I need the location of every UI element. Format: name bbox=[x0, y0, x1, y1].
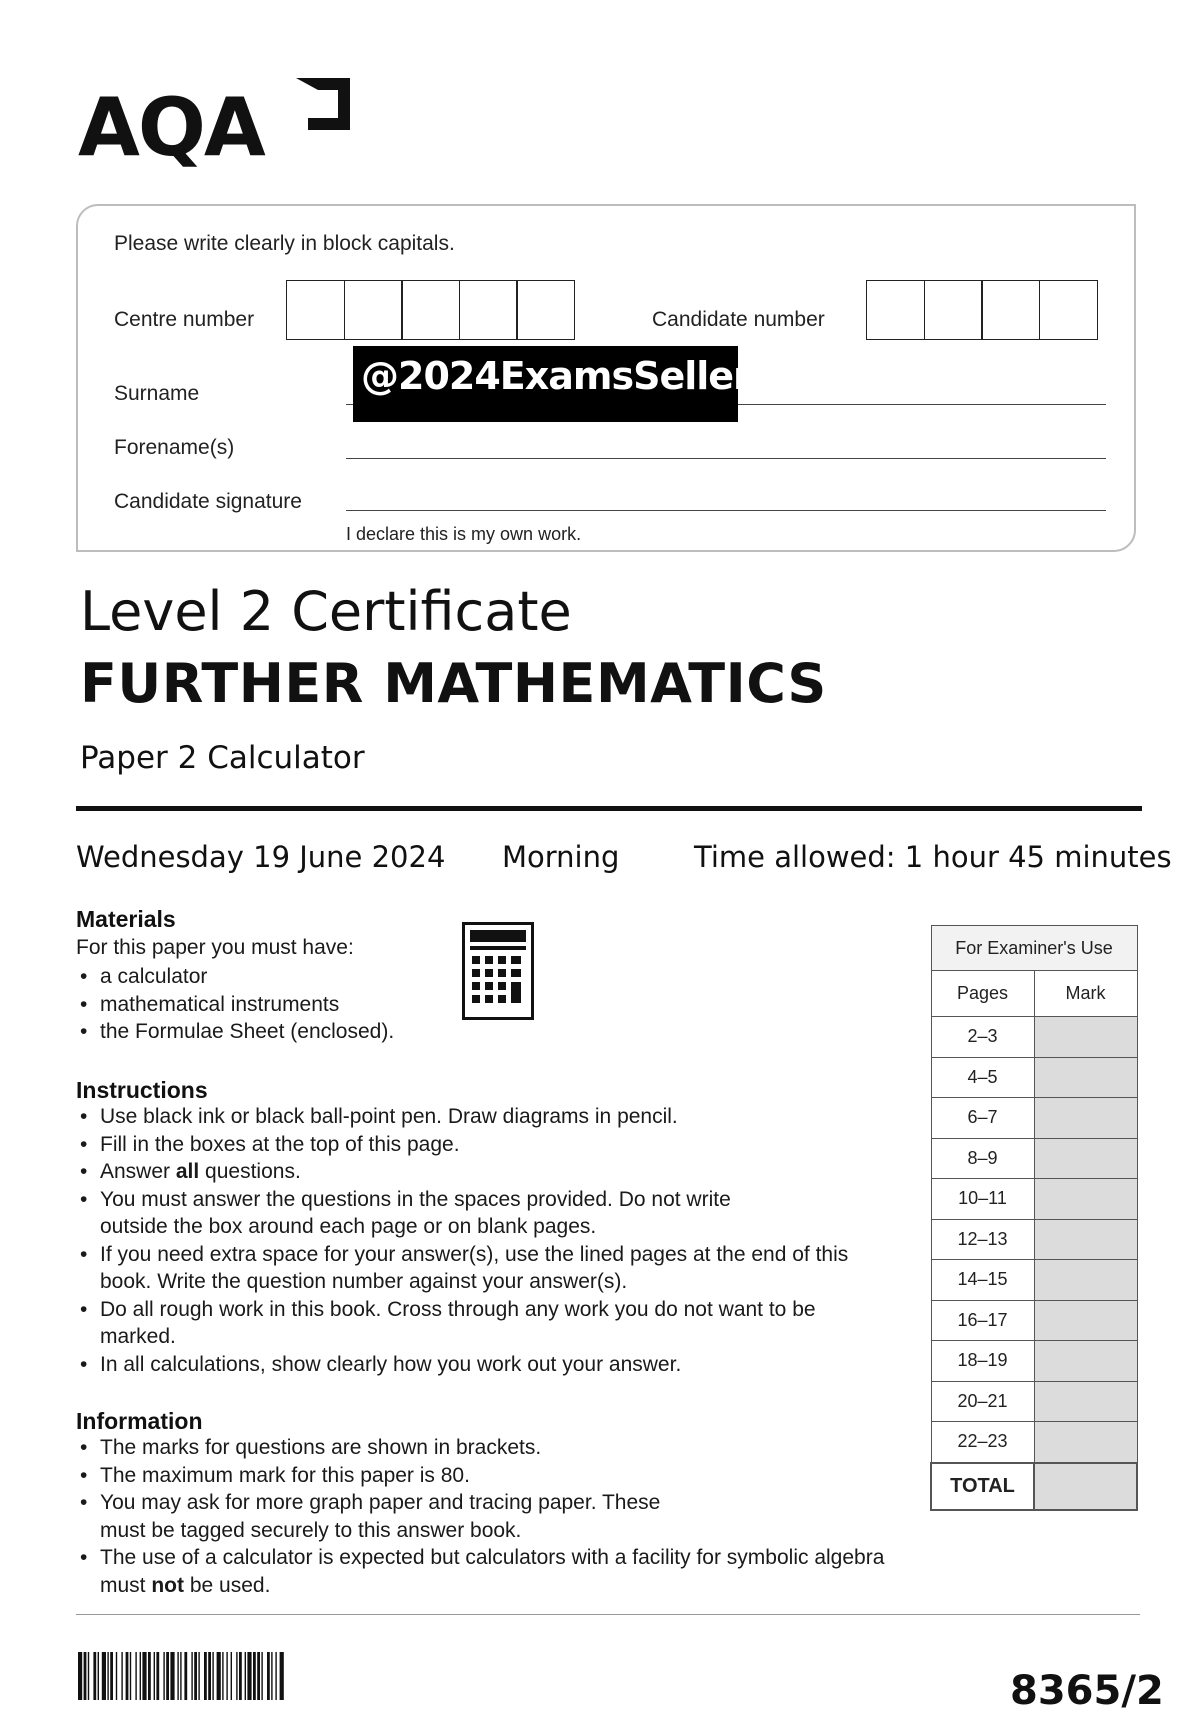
signature-label: Candidate signature bbox=[114, 490, 302, 513]
mark-cell[interactable] bbox=[1034, 1219, 1137, 1260]
candidate-digit-box[interactable] bbox=[1039, 280, 1098, 340]
barcode-bar bbox=[194, 1652, 197, 1700]
candidate-digit-box[interactable] bbox=[981, 280, 1040, 340]
pages-cell: 12–13 bbox=[931, 1219, 1034, 1260]
pages-cell: 20–21 bbox=[931, 1381, 1034, 1422]
instructions-list bbox=[76, 1103, 896, 1378]
list-item: • Fill in the boxes at the top of this page. bbox=[76, 1131, 896, 1159]
table-row bbox=[931, 1219, 1137, 1260]
barcode-bar bbox=[212, 1652, 213, 1700]
centre-digit-box[interactable] bbox=[286, 280, 345, 340]
total-label: TOTAL bbox=[931, 1463, 1034, 1510]
centre-digit-box[interactable] bbox=[344, 280, 403, 340]
list-item: • In all calculations, show clearly how you work out your answer. bbox=[76, 1351, 896, 1379]
signature-line[interactable] bbox=[346, 510, 1106, 511]
list-item: • the Formulae Sheet (enclosed). bbox=[76, 1018, 476, 1046]
examiner-table-title: For Examiner's Use bbox=[931, 926, 1137, 971]
barcode-bar bbox=[267, 1652, 270, 1700]
pages-cell: 18–19 bbox=[931, 1341, 1034, 1382]
pages-cell: 16–17 bbox=[931, 1300, 1034, 1341]
list-item: • You may ask for more graph paper and tracing paper. These must be tagged securely to this answer book. bbox=[76, 1489, 700, 1544]
barcode-bar bbox=[177, 1652, 178, 1700]
centre-number-label: Centre number bbox=[114, 308, 255, 331]
materials-list bbox=[76, 963, 476, 1046]
barcode-bar bbox=[154, 1652, 155, 1700]
table-row bbox=[931, 1098, 1137, 1139]
barcode-bar bbox=[191, 1652, 192, 1700]
list-item: • a calculator bbox=[76, 963, 476, 991]
list-item: • Use black ink or black ball-point pen. Draw diagrams in pencil. bbox=[76, 1103, 896, 1131]
barcode-bar bbox=[78, 1652, 82, 1700]
table-row bbox=[931, 1381, 1137, 1422]
list-item: • The maximum mark for this paper is 80. bbox=[76, 1462, 896, 1490]
barcode-bar bbox=[280, 1652, 284, 1700]
centre-number-boxes[interactable] bbox=[286, 280, 575, 340]
barcode-bar bbox=[107, 1652, 108, 1700]
centre-digit-box[interactable] bbox=[401, 280, 460, 340]
paper-code: 8365/2 bbox=[1010, 1668, 1164, 1714]
mark-cell[interactable] bbox=[1034, 1300, 1137, 1341]
barcode-bar bbox=[198, 1652, 199, 1700]
barcode-bar bbox=[148, 1652, 151, 1700]
pages-cell: 2–3 bbox=[931, 1017, 1034, 1058]
mark-cell[interactable] bbox=[1034, 1422, 1137, 1463]
mark-column-header: Mark bbox=[1034, 971, 1137, 1017]
aqa-logo-mark-icon bbox=[288, 72, 358, 142]
time-allowed: Time allowed: 1 hour 45 minutes bbox=[694, 840, 1172, 874]
mark-cell[interactable] bbox=[1034, 1017, 1137, 1058]
table-row bbox=[931, 1422, 1137, 1463]
pages-cell: 14–15 bbox=[931, 1260, 1034, 1301]
table-row bbox=[931, 1057, 1137, 1098]
barcode-bar bbox=[135, 1652, 136, 1700]
surname-label: Surname bbox=[114, 382, 200, 405]
total-mark-cell[interactable] bbox=[1034, 1463, 1137, 1510]
barcode-bar bbox=[222, 1652, 223, 1700]
declaration-text: I declare this is my own work. bbox=[346, 524, 582, 544]
candidate-digit-box[interactable] bbox=[924, 280, 983, 340]
table-row bbox=[931, 1341, 1137, 1382]
candidate-number-label: Candidate number bbox=[652, 308, 825, 331]
centre-digit-box[interactable] bbox=[459, 280, 518, 340]
barcode-bar bbox=[93, 1652, 96, 1700]
mark-cell[interactable] bbox=[1034, 1260, 1137, 1301]
barcode-bar bbox=[226, 1652, 227, 1700]
barcode-bar bbox=[156, 1652, 159, 1700]
list-item: • mathematical instruments bbox=[76, 991, 476, 1019]
logo-text: AQA bbox=[78, 81, 264, 174]
centre-digit-box[interactable] bbox=[516, 280, 575, 340]
pages-column-header: Pages bbox=[931, 971, 1034, 1017]
aqa-logo bbox=[78, 72, 378, 182]
forename-line[interactable] bbox=[346, 458, 1106, 459]
pages-cell: 8–9 bbox=[931, 1138, 1034, 1179]
barcode-bar bbox=[245, 1652, 246, 1700]
barcode-bar bbox=[102, 1652, 106, 1700]
barcode-bar bbox=[110, 1652, 113, 1700]
barcode-bar bbox=[126, 1652, 129, 1700]
list-item: • The use of a calculator is expected but calculators with a facility for symbolic algebra must not be used. bbox=[76, 1544, 896, 1599]
instructions-heading: Instructions bbox=[76, 1077, 208, 1103]
list-item: • Do all rough work in this book. Cross through any work you do not want to be marked. bbox=[76, 1296, 860, 1351]
table-row bbox=[931, 1300, 1137, 1341]
list-item: • You must answer the questions in the spaces provided. Do not write outside the box around each page or on blank pages. bbox=[76, 1186, 800, 1241]
mark-cell[interactable] bbox=[1034, 1138, 1137, 1179]
examiner-use-table bbox=[930, 925, 1138, 1511]
candidate-digit-box[interactable] bbox=[866, 280, 925, 340]
barcode-bar bbox=[98, 1652, 99, 1700]
candidate-number-boxes[interactable] bbox=[866, 280, 1098, 340]
paper-title: Paper 2 Calculator bbox=[80, 740, 365, 776]
barcode-bar bbox=[271, 1652, 272, 1700]
total-row bbox=[931, 1463, 1137, 1510]
table-row bbox=[931, 1138, 1137, 1179]
exam-date: Wednesday 19 June 2024 bbox=[76, 840, 446, 874]
barcode-bar bbox=[88, 1652, 89, 1700]
barcode-bar bbox=[140, 1652, 141, 1700]
barcode-bar bbox=[163, 1652, 164, 1700]
barcode-bar bbox=[236, 1652, 237, 1700]
block-capitals-instruction: Please write clearly in block capitals. bbox=[114, 232, 455, 255]
pages-cell: 10–11 bbox=[931, 1179, 1034, 1220]
barcode-bar bbox=[231, 1652, 232, 1700]
barcode-bar bbox=[217, 1652, 221, 1700]
pages-cell: 22–23 bbox=[931, 1422, 1034, 1463]
mark-cell[interactable] bbox=[1034, 1381, 1137, 1422]
barcode-bar bbox=[84, 1652, 87, 1700]
barcode-bar bbox=[130, 1652, 131, 1700]
information-heading: Information bbox=[76, 1408, 203, 1434]
mark-cell[interactable] bbox=[1034, 1179, 1137, 1220]
title-divider bbox=[76, 806, 1142, 811]
mark-cell[interactable] bbox=[1034, 1098, 1137, 1139]
mark-cell[interactable] bbox=[1034, 1057, 1137, 1098]
barcode-bar bbox=[275, 1652, 276, 1700]
barcode-bar bbox=[166, 1652, 169, 1700]
list-item: • The marks for questions are shown in brackets. bbox=[76, 1434, 896, 1462]
list-item: • Answer all questions. bbox=[76, 1158, 896, 1186]
barcode-bar bbox=[184, 1652, 187, 1700]
mark-cell[interactable] bbox=[1034, 1341, 1137, 1382]
footer-divider bbox=[76, 1614, 1140, 1615]
exam-session: Morning bbox=[502, 840, 620, 874]
barcode-bar bbox=[247, 1652, 251, 1700]
barcode-bar bbox=[180, 1652, 181, 1700]
pages-cell: 4–5 bbox=[931, 1057, 1034, 1098]
calculator-icon bbox=[462, 922, 534, 1020]
barcode-bar bbox=[239, 1652, 242, 1700]
barcode-bar bbox=[261, 1652, 262, 1700]
barcode-bar bbox=[253, 1652, 256, 1700]
information-list bbox=[76, 1434, 896, 1599]
table-row bbox=[931, 1179, 1137, 1220]
materials-heading: Materials bbox=[76, 906, 176, 932]
table-row bbox=[931, 1017, 1137, 1058]
barcode-bar bbox=[204, 1652, 207, 1700]
forename-label: Forename(s) bbox=[114, 436, 235, 459]
barcode-bar bbox=[208, 1652, 211, 1700]
qualification-level: Level 2 Certificate bbox=[80, 580, 572, 643]
table-row bbox=[931, 1260, 1137, 1301]
barcode-bar bbox=[170, 1652, 174, 1700]
barcode-bar bbox=[142, 1652, 146, 1700]
subject-title: FURTHER MATHEMATICS bbox=[80, 652, 827, 715]
barcode-bar bbox=[121, 1652, 122, 1700]
barcode bbox=[78, 1652, 483, 1700]
barcode-bar bbox=[257, 1652, 260, 1700]
barcode-bar bbox=[116, 1652, 117, 1700]
pages-cell: 6–7 bbox=[931, 1098, 1034, 1139]
materials-intro: For this paper you must have: bbox=[76, 936, 354, 959]
watermark-stamp: @2024ExamsSeller bbox=[353, 346, 738, 422]
list-item: • If you need extra space for your answer(s), use the lined pages at the end of this book. Write the question number against your answer(s). bbox=[76, 1241, 896, 1296]
